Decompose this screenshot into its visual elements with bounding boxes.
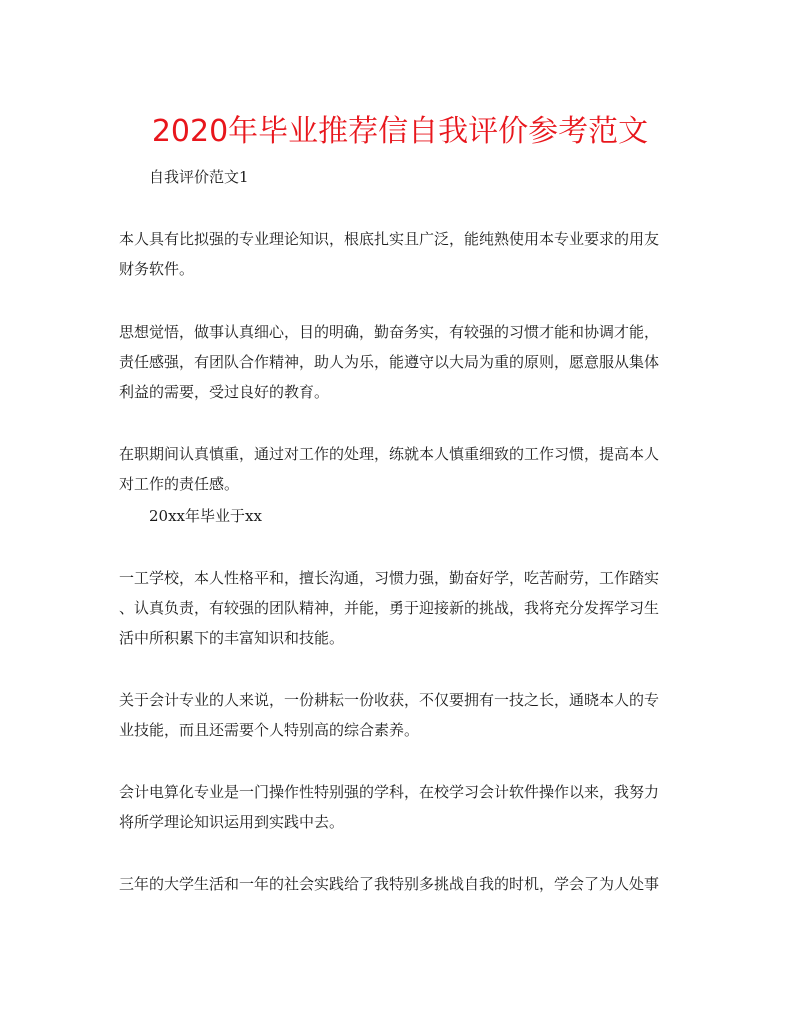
paragraph-1-line-2: 财务软件。: [119, 260, 195, 278]
paragraph-5-line-1: 一工学校，本人性格平和，擅长沟通，习惯力强，勤奋好学，吃苦耐劳，工作踏实: [119, 569, 660, 587]
paragraph-3-line-1: 在职期间认真慎重，通过对工作的处理，练就本人慎重细致的工作习惯，提高本人: [119, 445, 660, 463]
paragraph-2-line-3: 利益的需要，受过良好的教育。: [119, 383, 330, 401]
paragraph-4-line-1: 20xx年毕业于xx: [149, 507, 262, 525]
document-title: 2020年毕业推荐信自我评价参考范文: [151, 114, 649, 149]
paragraph-2-line-2: 责任感强，有团队合作精神，助人为乐，能遵守以大局为重的原则，愿意服从集体: [119, 353, 660, 371]
paragraph-3-line-2: 对工作的责任感。: [119, 475, 240, 493]
paragraph-5-line-3: 活中所积累下的丰富知识和技能。: [119, 629, 345, 647]
paragraph-7-line-1: 会计电算化专业是一门操作性特别强的学科，在校学习会计软件操作以来，我努力: [119, 783, 660, 801]
subheading: 自我评价范文1: [149, 168, 249, 186]
paragraph-5-line-2: 、认真负责，有较强的团队精神，并能，勇于迎接新的挑战，我将充分发挥学习生: [119, 599, 660, 617]
paragraph-7-line-2: 将所学理论知识运用到实践中去。: [119, 813, 345, 831]
paragraph-6-line-2: 业技能，而且还需要个人特别高的综合素养。: [119, 721, 420, 739]
paragraph-6-line-1: 关于会计专业的人来说，一份耕耘一份收获，不仅要拥有一技之长，通晓本人的专: [119, 691, 660, 709]
paragraph-1-line-1: 本人具有比拟强的专业理论知识，根底扎实且广泛，能纯熟使用本专业要求的用友: [119, 230, 660, 248]
paragraph-2-line-1: 思想觉悟，做事认真细心，目的明确，勤奋务实，有较强的习惯才能和协调才能，: [119, 323, 660, 341]
paragraph-8-line-1: 三年的大学生活和一年的社会实践给了我特别多挑战自我的时机，学会了为人处事: [119, 875, 660, 893]
